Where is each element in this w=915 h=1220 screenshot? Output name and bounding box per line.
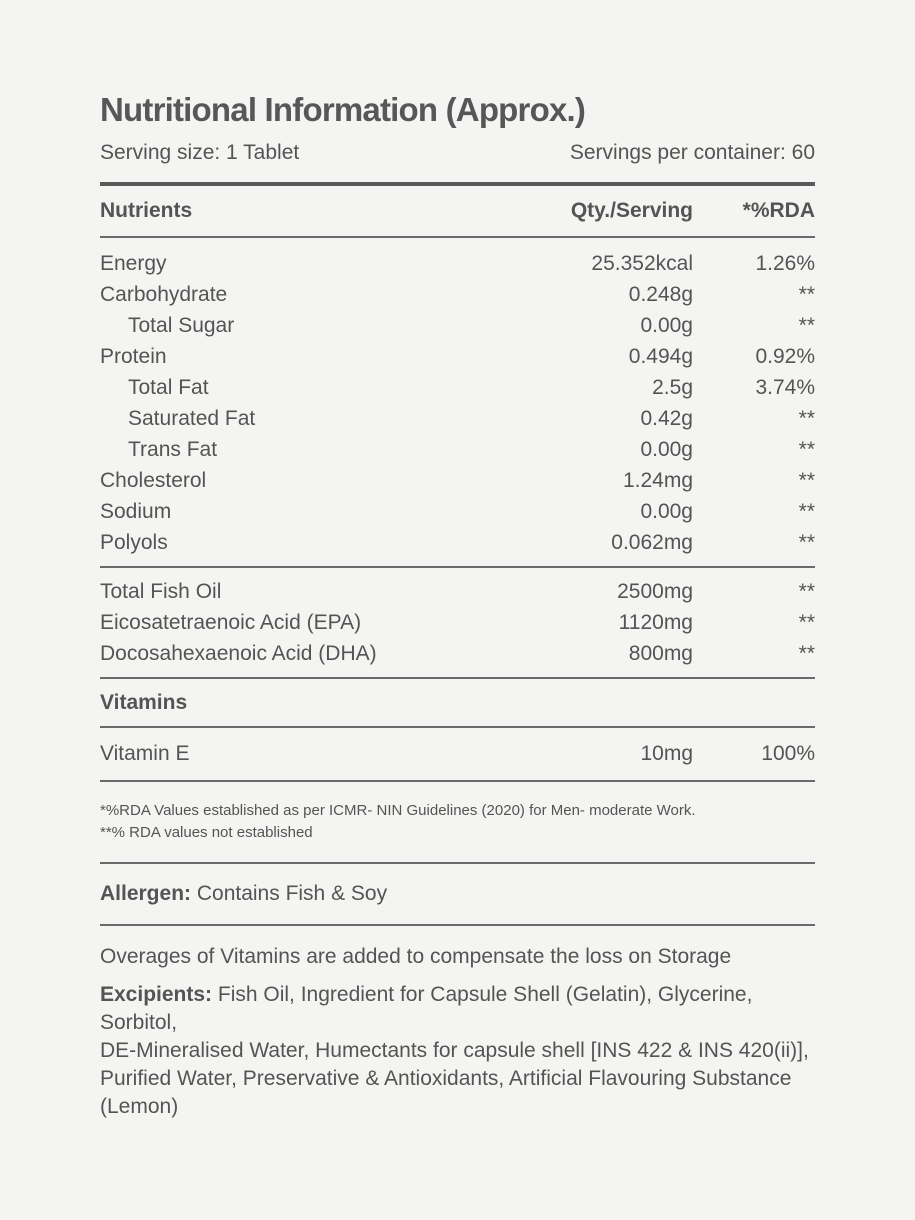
nutrient-name: Eicosatetraenoic Acid (EPA) bbox=[100, 610, 362, 634]
nutrient-rda: 100% bbox=[761, 742, 815, 765]
nutrient-qty: 0.248g bbox=[628, 282, 693, 306]
nutrient-name: Saturated Fat bbox=[128, 406, 256, 430]
nutrient-qty: 0.00g bbox=[640, 499, 693, 523]
nutrient-rda: ** bbox=[798, 406, 815, 430]
table-row bbox=[100, 341, 815, 372]
nutrient-rda: ** bbox=[798, 313, 815, 337]
fish-oil-list bbox=[100, 568, 815, 677]
nutrient-name: Carbohydrate bbox=[100, 282, 228, 306]
nutrient-qty: 0.494g bbox=[628, 344, 693, 368]
table-row bbox=[100, 434, 815, 465]
servings-per-container: Servings per container: 60 bbox=[569, 141, 815, 164]
table-row bbox=[100, 607, 815, 638]
nutrient-qty: 800mg bbox=[628, 641, 693, 665]
excipients-info bbox=[100, 981, 815, 1121]
serving-size: Serving size: 1 Tablet bbox=[100, 141, 300, 164]
excipients-line-1: Fish Oil, Ingredient for Capsule Shell (Gelatin), Glycerine, Sorbitol, bbox=[100, 983, 753, 1034]
nutrient-name: Total Fish Oil bbox=[100, 579, 222, 603]
table-row bbox=[100, 310, 815, 341]
nutrient-rda: ** bbox=[798, 499, 815, 523]
nutrient-rda: 1.26% bbox=[755, 251, 815, 275]
column-header-rda: *%RDA bbox=[742, 199, 815, 222]
nutrient-rda: 3.74% bbox=[755, 375, 815, 399]
nutrient-name: Energy bbox=[100, 251, 167, 275]
nutrient-qty: 2.5g bbox=[652, 375, 693, 399]
table-row bbox=[100, 279, 815, 310]
table-header bbox=[100, 186, 815, 236]
nutrition-panel bbox=[100, 88, 815, 1121]
table-row bbox=[100, 638, 815, 669]
excipients-line-2: DE-Mineralised Water, Humectants for capsule shell [INS 422 & INS 420(ii)], Purified Water, Preservative & Antioxidants, Artificial Flavouring Substance (Lemon) bbox=[100, 1039, 809, 1118]
nutrient-qty: 1.24mg bbox=[622, 468, 693, 492]
nutrient-rda: ** bbox=[798, 641, 815, 665]
rda-note: *%RDA Values established as per ICMR- NIN Guidelines (2020) for Men- moderate Work. bbox=[100, 802, 696, 819]
table-row bbox=[100, 728, 815, 780]
rda-not-established-note: **% RDA values not established bbox=[100, 824, 313, 841]
table-row bbox=[100, 576, 815, 607]
vitamins-heading: Vitamins bbox=[100, 690, 188, 714]
nutrient-name: Cholesterol bbox=[100, 468, 207, 492]
nutrient-rda: ** bbox=[798, 468, 815, 492]
nutrients-list bbox=[100, 238, 815, 566]
column-header-qty: Qty./Serving bbox=[570, 199, 693, 222]
nutrient-name: Vitamin E bbox=[100, 742, 190, 765]
table-row bbox=[100, 465, 815, 496]
page-title: Nutritional Information (Approx.) bbox=[100, 91, 586, 128]
table-row bbox=[100, 527, 815, 558]
nutrient-name: Protein bbox=[100, 344, 167, 368]
allergen-text: Contains Fish & Soy bbox=[191, 882, 388, 905]
nutrient-name: Total Sugar bbox=[128, 313, 235, 337]
nutrient-name: Docosahexaenoic Acid (DHA) bbox=[100, 641, 377, 665]
nutrient-qty: 1120mg bbox=[618, 610, 693, 634]
allergen-label: Allergen: bbox=[100, 882, 192, 905]
nutrient-name: Polyols bbox=[100, 530, 168, 554]
nutrient-name: Trans Fat bbox=[128, 437, 218, 461]
nutrient-qty: 0.00g bbox=[640, 437, 693, 461]
overages-note: Overages of Vitamins are added to compensate the loss on Storage bbox=[100, 945, 732, 968]
column-header-nutrients: Nutrients bbox=[100, 199, 193, 222]
divider bbox=[100, 924, 815, 926]
table-row bbox=[100, 372, 815, 403]
nutrient-qty: 10mg bbox=[640, 742, 693, 765]
nutrient-rda: ** bbox=[798, 530, 815, 554]
allergen-info bbox=[100, 864, 815, 924]
table-row bbox=[100, 248, 815, 279]
nutrient-qty: 0.00g bbox=[640, 313, 693, 337]
nutrient-rda: ** bbox=[798, 437, 815, 461]
nutrient-rda: ** bbox=[798, 282, 815, 306]
nutrient-rda: 0.92% bbox=[755, 344, 815, 368]
serving-info bbox=[100, 138, 815, 168]
nutrient-name: Sodium bbox=[100, 499, 172, 523]
nutrient-qty: 2500mg bbox=[617, 579, 693, 603]
table-row bbox=[100, 403, 815, 434]
nutrient-name: Total Fat bbox=[128, 375, 209, 399]
nutrient-qty: 25.352kcal bbox=[591, 251, 693, 275]
footnotes bbox=[100, 782, 815, 862]
nutrient-qty: 0.062mg bbox=[611, 530, 693, 554]
table-row bbox=[100, 496, 815, 527]
nutrient-qty: 0.42g bbox=[640, 406, 693, 430]
nutrient-rda: ** bbox=[798, 579, 815, 603]
nutrient-rda: ** bbox=[798, 610, 815, 634]
excipients-label: Excipients: bbox=[100, 983, 213, 1006]
